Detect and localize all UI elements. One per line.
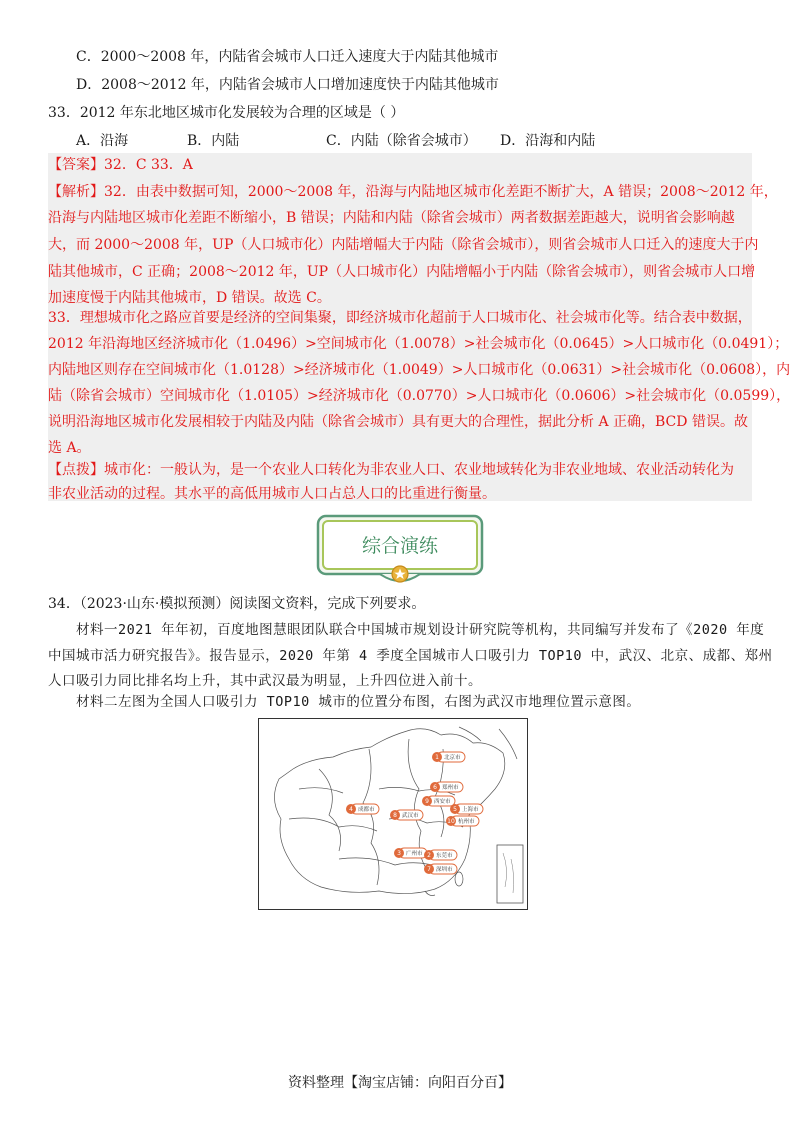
q34-stem: 34．（2023·山东·模拟预测）阅读图文资料，完成下列要求。 xyxy=(48,596,426,612)
tip-line: 非农业活动的过程。其水平的高低用城市人口占总人口的比重进行衡量。 xyxy=(48,486,496,502)
city-name-label: 深圳市 xyxy=(436,867,453,873)
city-rank-label: 1 xyxy=(435,754,439,761)
section-title: 综合演练 xyxy=(361,535,438,557)
china-city-map xyxy=(258,718,528,910)
city-marker xyxy=(394,848,427,858)
city-rank-label: 10 xyxy=(447,818,455,825)
q33-option-c: C．内陆（除省会城市） xyxy=(326,133,477,149)
material-line: 中国城市活力研究报告》。报告显示，2020 年第 4 季度全国城市人口吸引力 TOP10 中，武汉、北京、成都、郑州 xyxy=(48,648,773,664)
material-line: 人口吸引力同比排名均上升，其中武汉最为明显，上升四位进入前十。 xyxy=(48,673,482,689)
city-marker-layer xyxy=(259,719,527,909)
analysis-line: 大，而 2000～2008 年，UP（人口城市化）内陆增幅大于内陆（除省会城市），则省会城市人口迁入的速度大于内 xyxy=(48,237,759,253)
q32-option-c: C．2000～2008 年，内陆省会城市人口迁入速度大于内陆其他城市 xyxy=(76,49,499,65)
city-rank-label: 2 xyxy=(427,852,431,859)
material-line: 材料一2021 年年初，百度地图慧眼团队联合中国城市规划设计研究院等机构，共同编写并发布了《2020 年度 xyxy=(76,622,765,638)
city-marker xyxy=(346,804,379,814)
analysis-line: 33．理想城市化之路应首要是经济的空间集聚，即经济城市化超前于人口城市化、社会城市化等。结合表中数据， xyxy=(48,310,752,326)
city-marker xyxy=(424,864,457,874)
q33-option-d: D．沿海和内陆 xyxy=(500,133,596,149)
answer-line: 【答案】32．C 33．A xyxy=(48,157,193,173)
city-name-label: 东莞市 xyxy=(436,853,453,859)
analysis-line: 2012 年沿海地区经济城市化（1.0496）>空间城市化（1.0078）>社会城市化（0.0645）>人口城市化（0.0491）； xyxy=(48,336,789,352)
city-marker xyxy=(390,810,423,820)
city-rank-label: 6 xyxy=(433,784,437,791)
city-marker xyxy=(432,752,465,762)
city-marker xyxy=(450,804,483,814)
analysis-line: 【解析】32．由表中数据可知，2000～2008 年，沿海与内陆地区城市化差距不断扩大，A 错误；2008～2012 年， xyxy=(48,184,778,200)
city-rank-label: 5 xyxy=(453,806,457,813)
q33-option-b: B．内陆 xyxy=(187,133,240,149)
city-marker xyxy=(430,782,463,792)
page-footer: 资料整理【淘宝店铺：向阳百分百】 xyxy=(288,1075,512,1091)
q33-stem: 33．2012 年东北地区城市化发展较为合理的区域是（ ） xyxy=(48,105,405,121)
city-marker xyxy=(446,816,479,826)
analysis-line: 沿海与内陆地区城市化差距不断缩小，B 错误；内陆和内陆（除省会城市）两者数据差距越大，说明省会影响越 xyxy=(48,210,735,226)
city-rank-label: 3 xyxy=(397,850,401,857)
city-rank-label: 4 xyxy=(349,806,353,813)
city-rank-label: 8 xyxy=(393,812,397,819)
section-badge xyxy=(316,514,484,584)
city-name-label: 武汉市 xyxy=(402,813,419,819)
q33-option-a: A．沿海 xyxy=(76,133,129,149)
analysis-line: 陆其他城市，C 正确；2008～2012 年，UP（人口城市化）内陆增幅小于内陆（除省会城市），则省会城市人口增 xyxy=(48,264,756,280)
analysis-line: 说明沿海地区城市化发展相较于内陆及内陆（除省会城市）具有更大的合理性，据此分析 A 正确，BCD 错误。故 xyxy=(48,414,748,430)
city-name-label: 上海市 xyxy=(462,807,479,813)
q32-option-d: D．2008～2012 年，内陆省会城市人口增加速度快于内陆其他城市 xyxy=(76,77,499,93)
city-marker xyxy=(422,796,455,806)
city-marker xyxy=(424,850,457,860)
city-rank-label: 7 xyxy=(427,866,431,873)
city-rank-label: 9 xyxy=(425,798,429,805)
city-name-label: 杭州市 xyxy=(458,819,475,825)
city-name-label: 西安市 xyxy=(434,799,451,805)
city-name-label: 广州市 xyxy=(406,851,423,857)
analysis-line: 加速度慢于内陆其他城市，D 错误。故选 C。 xyxy=(48,290,331,306)
analysis-line: 内陆地区则存在空间城市化（1.0128）>经济城市化（1.0049）>人口城市化（0.0631）>社会城市化（0.0608），内 xyxy=(48,362,791,378)
tip-line: 【点拨】城市化：一般认为，是一个农业人口转化为非农业人口、农业地域转化为非农业地域、农业活动转化为 xyxy=(48,462,734,478)
city-name-label: 郑州市 xyxy=(442,785,459,791)
material-line: 材料二左图为全国人口吸引力 TOP10 城市的位置分布图，右图为武汉市地理位置示意图。 xyxy=(76,694,641,710)
city-name-label: 成都市 xyxy=(358,807,375,813)
city-name-label: 北京市 xyxy=(444,755,461,761)
analysis-line: 陆（除省会城市）空间城市化（1.0105）>经济城市化（0.0770）>人口城市化（0.0606）>社会城市化（0.0599）， xyxy=(48,388,791,404)
q33-options xyxy=(76,131,716,151)
analysis-line: 选 A。 xyxy=(48,440,91,456)
